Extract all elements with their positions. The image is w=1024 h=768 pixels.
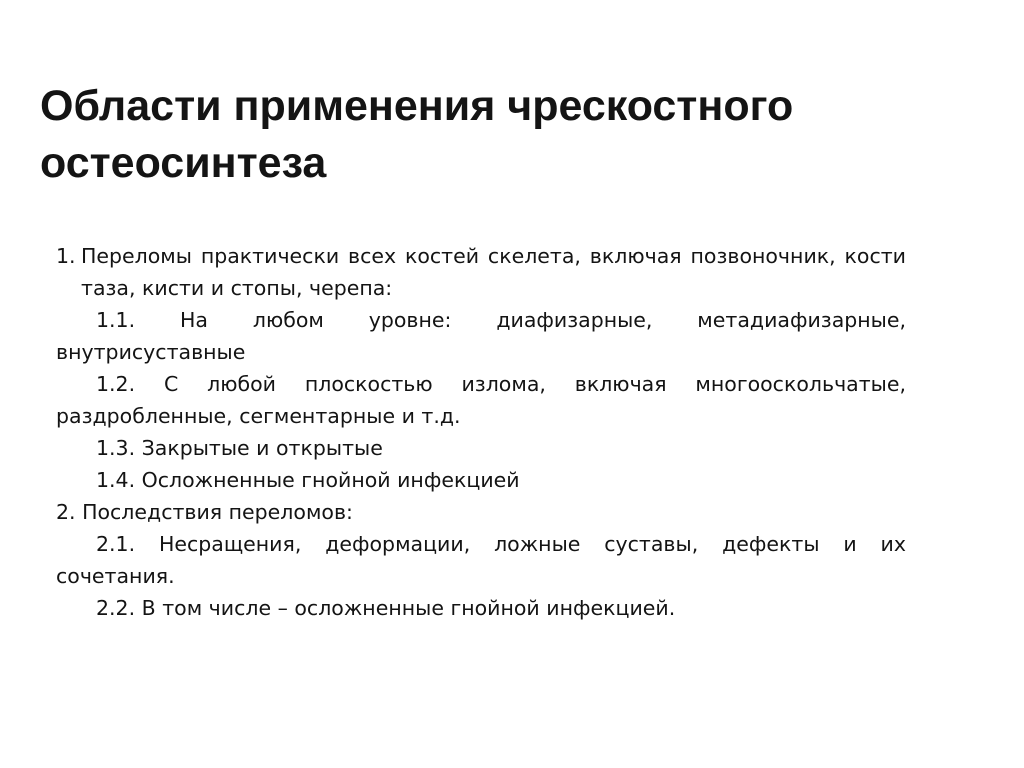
list-item-1-1: 1.1. На любом уровне: диафизарные, метадиафизарные, внутрисуставные <box>56 308 906 364</box>
slide-body <box>56 240 906 624</box>
list-item-1-4: 1.4. Осложненные гнойной инфекцией <box>96 468 520 492</box>
list-item-text: Переломы практически всех костей скелета, включая позвоночник, кости таза, кисти и стопы, черепа: <box>81 244 906 300</box>
list-item-1 <box>56 240 906 304</box>
list-item-2: 2. Последствия переломов: <box>56 500 353 524</box>
list-item-number: 1. <box>56 244 76 268</box>
list-item-1-2: 1.2. С любой плоскостью излома, включая многооскольчатые, раздробленные, сегментарные и т.д. <box>56 372 906 428</box>
list-item-1-3: 1.3. Закрытые и открытые <box>96 436 383 460</box>
slide-title: Области применения чрескостного остеосинтеза <box>40 82 794 187</box>
list-item-2-1: 2.1. Несращения, деформации, ложные суставы, дефекты и их сочетания. <box>56 532 906 588</box>
list-item-2-2: 2.2. В том числе – осложненные гнойной инфекцией. <box>96 596 676 620</box>
